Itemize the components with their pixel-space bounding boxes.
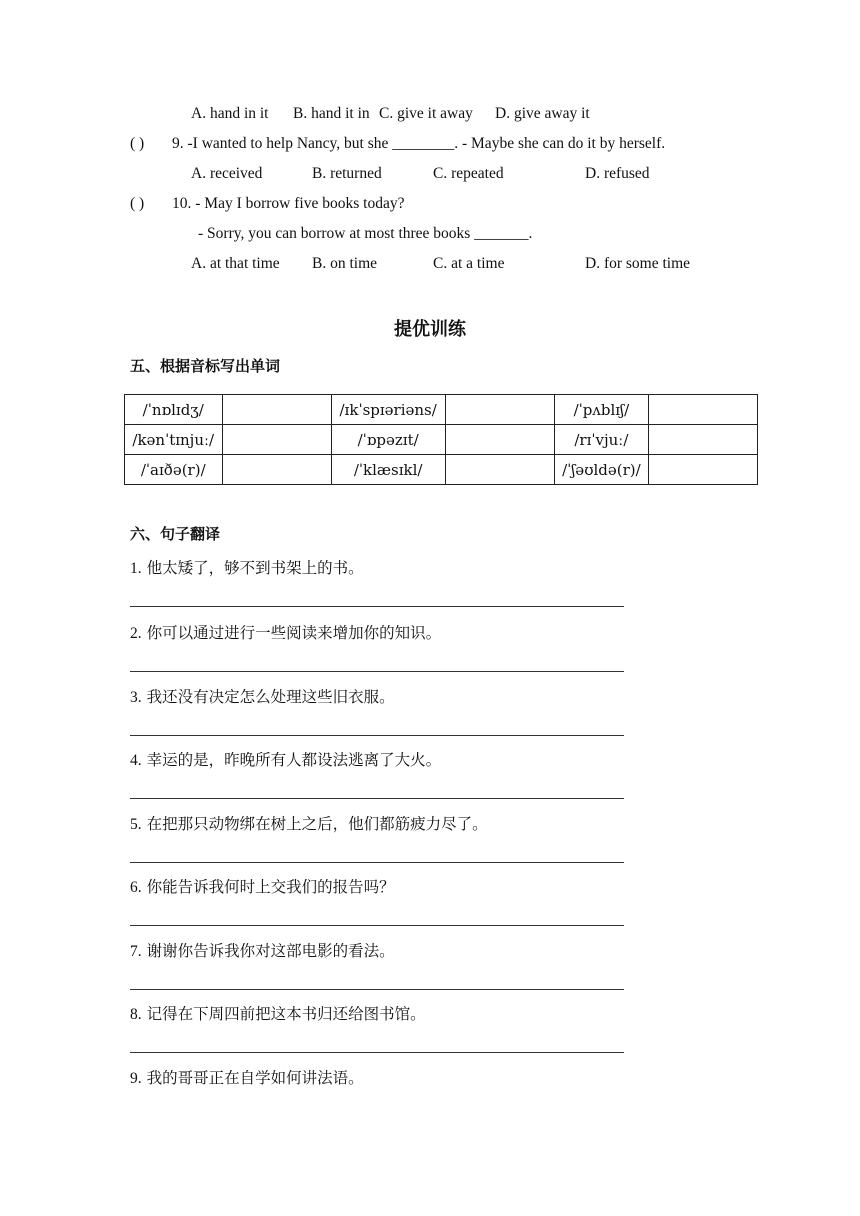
phonetic-cell: /ˈnɒlɪdʒ/ [125, 395, 223, 425]
q10-text: 10. - May I borrow five books today? [172, 195, 405, 212]
table-row [125, 395, 758, 425]
phonetic-cell: /ˈaɪðə(r)/ [125, 455, 223, 485]
q9-option-b: B. returned [312, 165, 382, 182]
translation-item-9 [130, 1066, 364, 1088]
q10-option-c: C. at a time [433, 255, 505, 272]
table-row [125, 455, 758, 485]
answer-cell[interactable] [222, 455, 331, 485]
item-number: 6. [130, 879, 142, 896]
translation-item-6 [130, 875, 395, 897]
item-number: 3. [130, 689, 142, 706]
answer-cell[interactable] [649, 455, 758, 485]
item-text: 我的哥哥正在自学如何讲法语。 [146, 1069, 364, 1087]
q9-answer-bracket[interactable]: ( ) [130, 135, 145, 152]
answer-cell[interactable] [649, 395, 758, 425]
item-text: 我还没有决定怎么处理这些旧衣服。 [146, 688, 395, 706]
translation-item-5 [130, 812, 488, 834]
answer-cell[interactable] [445, 455, 554, 485]
translation-item-7 [130, 939, 395, 961]
q9-option-c: C. repeated [433, 165, 504, 182]
answer-cell[interactable] [222, 395, 331, 425]
q9-option-a: A. received [191, 165, 263, 182]
translation-item-2 [130, 621, 441, 643]
phonetic-cell: /ˈʃəʊldə(r)/ [554, 455, 648, 485]
answer-line-8[interactable] [130, 1052, 624, 1053]
phonetic-cell: /kənˈtɪnjuː/ [125, 425, 223, 455]
answer-cell[interactable] [445, 395, 554, 425]
part5-heading: 五、根据音标写出单词 [130, 357, 281, 375]
answer-cell[interactable] [445, 425, 554, 455]
translation-item-3 [130, 685, 395, 707]
item-text: 你能告诉我何时上交我们的报告吗？ [146, 878, 395, 896]
q10-text2: - Sorry, you can borrow at most three books _______. [198, 225, 533, 242]
item-number: 8. [130, 1006, 142, 1023]
q8-option-c: C. give it away [379, 105, 473, 122]
item-text: 在把那只动物绑在树上之后，他们都筋疲力尽了。 [146, 815, 488, 833]
item-number: 4. [130, 752, 142, 769]
translation-item-8 [130, 1002, 426, 1024]
table-row [125, 425, 758, 455]
answer-cell[interactable] [649, 425, 758, 455]
translation-item-4 [130, 748, 441, 770]
item-text: 记得在下周四前把这本书归还给图书馆。 [146, 1005, 426, 1023]
answer-line-4[interactable] [130, 798, 624, 799]
q10-option-a: A. at that time [191, 255, 280, 272]
phonetic-cell: /ˈɒpəzɪt/ [331, 425, 445, 455]
answer-line-3[interactable] [130, 735, 624, 736]
q9-text: 9. -I wanted to help Nancy, but she ________. - Maybe she can do it by herself. [172, 135, 666, 152]
q8-option-a: A. hand in it [191, 105, 269, 122]
phonetic-table [124, 394, 758, 485]
answer-line-5[interactable] [130, 862, 624, 863]
item-number: 7. [130, 943, 142, 960]
phonetic-cell: /ɪkˈspɪəriəns/ [331, 395, 445, 425]
part6-heading: 六、句子翻译 [130, 525, 221, 543]
q10-option-d: D. for some time [585, 255, 691, 272]
phonetic-cell: /ˈklæsɪkl/ [331, 455, 445, 485]
answer-line-6[interactable] [130, 925, 624, 926]
section-title: 提优训练 [394, 319, 466, 340]
item-text: 谢谢你告诉我你对这部电影的看法。 [146, 942, 395, 960]
q10-answer-bracket[interactable]: ( ) [130, 195, 145, 212]
item-number: 5. [130, 816, 142, 833]
q9-option-d: D. refused [585, 165, 650, 182]
item-number: 2. [130, 625, 142, 642]
q10-option-b: B. on time [312, 255, 378, 272]
item-text: 你可以通过进行一些阅读来增加你的知识。 [146, 624, 442, 642]
answer-cell[interactable] [222, 425, 331, 455]
item-number: 1. [130, 560, 142, 577]
answer-line-7[interactable] [130, 989, 624, 990]
phonetic-cell: /rɪˈvjuː/ [554, 425, 648, 455]
item-number: 9. [130, 1070, 142, 1087]
q8-option-d: D. give away it [495, 105, 590, 122]
item-text: 幸运的是，昨晚所有人都设法逃离了大火。 [146, 751, 442, 769]
answer-line-1[interactable] [130, 606, 624, 607]
q8-option-b: B. hand it in [293, 105, 370, 122]
item-text: 他太矮了，够不到书架上的书。 [146, 559, 364, 577]
translation-item-1 [130, 556, 364, 578]
phonetic-cell: /ˈpʌblɪʃ/ [554, 395, 648, 425]
answer-line-2[interactable] [130, 671, 624, 672]
